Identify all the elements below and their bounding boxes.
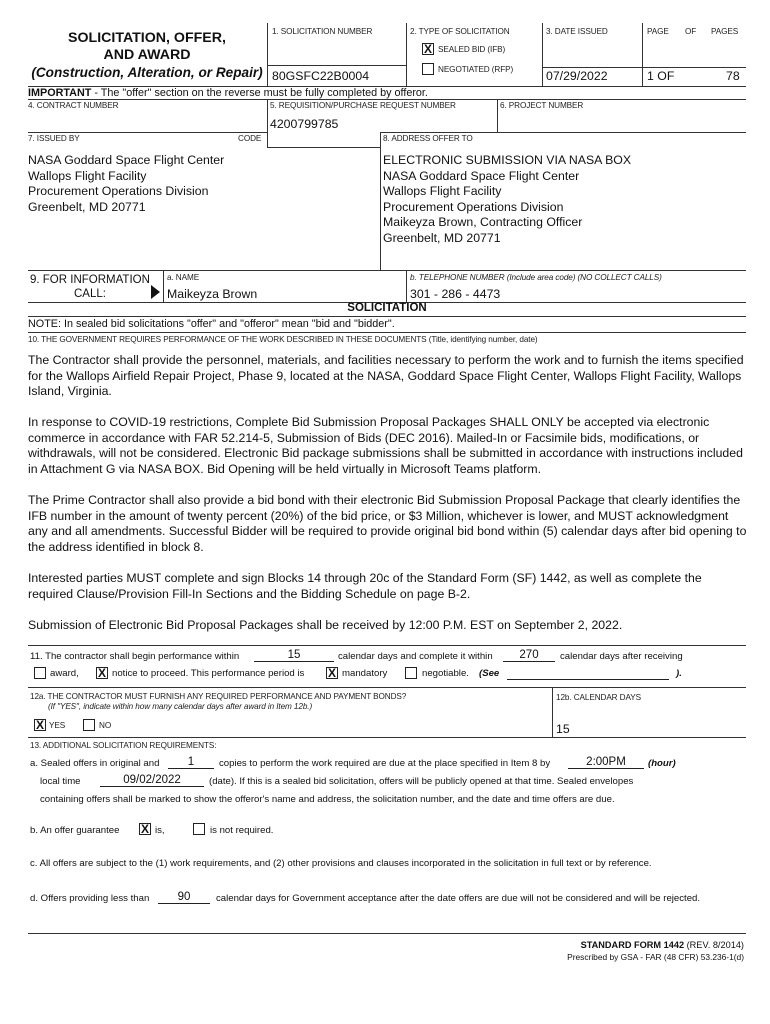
prescribed-by: Prescribed by GSA - FAR (48 CFR) 53.236-1(d) [567, 952, 744, 962]
due-date-field[interactable]: 09/02/2022 [100, 774, 204, 787]
item13a-text2: copies to perform the work required are due at the place specified in Item 8 by [219, 758, 551, 769]
see-label: (See [479, 668, 500, 679]
issued-by-line: Greenbelt, MD 20771 [28, 199, 146, 214]
form-title [28, 30, 266, 81]
for-information-line2: CALL: [74, 288, 106, 300]
item13a-text4: (date). If this is a sealed bid solicitation, offers will be publicly opened at that time. Sealed envelopes [209, 776, 634, 787]
issued-by-address [28, 153, 224, 215]
bonds-no-checkbox[interactable] [83, 719, 95, 731]
address-offer-line: Wallops Flight Facility [383, 184, 502, 199]
calendar-days-value[interactable]: 15 [556, 722, 570, 736]
address-offer-address [383, 153, 631, 247]
award-label: award, [50, 668, 79, 679]
notice-to-proceed-checkbox[interactable]: X [97, 666, 106, 680]
date-issued-label: 3. DATE ISSUED [546, 27, 608, 36]
guarantee-not-required-label: is not required. [210, 825, 274, 836]
pointer-arrow-icon [151, 285, 160, 299]
award-checkbox[interactable] [34, 667, 46, 679]
pages-value[interactable]: 78 [726, 69, 740, 83]
form-identifier [581, 940, 744, 950]
hour-label: (hour) [648, 758, 676, 769]
solicitation-number-label: 1. SOLICITATION NUMBER [272, 27, 373, 36]
see-reference-field[interactable] [507, 667, 669, 680]
item13a-text3: local time [40, 776, 81, 787]
contact-name-label: a. NAME [167, 273, 200, 282]
work-description-paragraph: The Contractor shall provide the personnel, materials, and facilities necessary to perform the work and to furnish the items specified for the Wallops Airfield Repair Project, Phase 9, located at the NASA, Goddard Space Flight Center, Wallops Flight Facility, Wallops Island, Virginia. [28, 353, 744, 399]
form-title-line1: SOLICITATION, OFFER, [68, 30, 226, 46]
deadline-paragraph: Submission of Electronic Bid Proposal Packages shall be received by 12:00 P.M. EST on September 2, 2022. [28, 618, 623, 632]
form-revision: (REV. 8/2014) [684, 940, 744, 950]
code-label: CODE [238, 134, 262, 143]
bonds-no-label: NO [99, 721, 112, 730]
sealed-bid-label: SEALED BID (IFB) [438, 45, 506, 54]
item11-text2: calendar days and complete it within [338, 651, 493, 662]
complete-days-field[interactable]: 270 [503, 649, 555, 662]
bonds-yes-label: YES [49, 721, 66, 730]
see-end: ). [676, 668, 682, 679]
item11-text1: 11. The contractor shall begin performance within [30, 651, 240, 662]
of-label: OF [685, 27, 697, 36]
telephone-value[interactable]: 301 - 286 - 4473 [410, 287, 501, 301]
solicitation-heading: SOLICITATION [347, 302, 427, 314]
notice-to-proceed-label: notice to proceed. This performance period is [112, 668, 305, 679]
sealed-bid-note: NOTE: In sealed bid solicitations "offer" and "offeror" mean "bid and "bidder". [28, 318, 395, 330]
issued-by-label: 7. ISSUED BY [28, 134, 80, 143]
page-label: PAGE [647, 27, 669, 36]
bonds-yes-checkbox[interactable]: X [35, 718, 44, 732]
negotiable-label: negotiable. [422, 668, 469, 679]
for-information-label [30, 273, 150, 301]
issued-by-line: Procurement Operations Division [28, 184, 209, 199]
address-offer-line: Maikeyza Brown, Contracting Officer [383, 215, 583, 230]
item12b-label: 12b. CALENDAR DAYS [556, 693, 641, 702]
address-offer-line: NASA Goddard Space Flight Center [383, 168, 580, 183]
issued-by-line: NASA Goddard Space Flight Center [28, 153, 225, 167]
contact-name-value[interactable]: Maikeyza Brown [167, 287, 258, 301]
form-title-line3: (Construction, Alteration, or Repair) [31, 65, 263, 80]
item11-text3: calendar days after receiving [560, 651, 683, 662]
item13-label: 13. ADDITIONAL SOLICITATION REQUIREMENTS: [30, 741, 217, 750]
guarantee-is-checkbox[interactable]: X [140, 822, 149, 836]
contract-number-label: 4. CONTRACT NUMBER [28, 101, 119, 110]
address-offer-label: 8. ADDRESS OFFER TO [383, 134, 473, 143]
start-days-field[interactable]: 15 [254, 649, 334, 662]
issued-by-line: Wallops Flight Facility [28, 168, 147, 183]
item13a-text1: a. Sealed offers in original and [30, 758, 160, 769]
address-offer-line: Greenbelt, MD 20771 [383, 230, 501, 245]
sealed-bid-checkbox[interactable]: X [423, 42, 432, 56]
important-text: - The "offer" section on the reverse must be fully completed by offeror. [91, 87, 428, 99]
item12a-subtext: (If "YES", indicate within how many calendar days after award in Item 12b.) [48, 702, 313, 711]
requisition-number-label: 5. REQUISITION/PURCHASE REQUEST NUMBER [270, 101, 456, 110]
guarantee-not-required-checkbox[interactable] [193, 823, 205, 835]
form-title-line2: AND AWARD [103, 47, 191, 63]
address-offer-line: Procurement Operations Division [383, 199, 564, 214]
address-offer-line: ELECTRONIC SUBMISSION VIA NASA BOX [383, 153, 632, 167]
solicitation-type-label: 2. TYPE OF SOLICITATION [410, 27, 510, 36]
important-notice [28, 87, 428, 99]
form-number: STANDARD FORM 1442 [580, 940, 685, 950]
covid-submission-paragraph: In response to COVID-19 restrictions, Complete Bid Submission Proposal Packages SHALL ONLY be accepted via electronic commerce in accordance with FAR 52.214-5, Submission of Bids (DEC 2016). Mailed-In or Facsimile bids, modifications, or withdrawals, will not be considered. Electronic Bid package submissions shall be submitted in accordance with instructions included in Attachment G via NASA BOX. Bid Opening will be held virtually in Microsoft Teams platform. [28, 415, 743, 476]
item10-label: 10. THE GOVERNMENT REQUIRES PERFORMANCE OF THE WORK DESCRIBED IN THESE DOCUMENTS (Title, identifying number, date) [28, 335, 538, 344]
acceptance-days-field[interactable]: 90 [158, 891, 210, 904]
solicitation-number-value[interactable]: 80GSFC22B0004 [272, 69, 370, 83]
item12a-label: 12a. THE CONTRACTOR MUST FURNISH ANY REQUIRED PERFORMANCE AND PAYMENT BONDS? [30, 692, 407, 701]
item13d-text1: d. Offers providing less than [30, 893, 150, 904]
guarantee-is-label: is, [155, 825, 165, 836]
for-information-line1: 9. FOR INFORMATION [30, 274, 150, 286]
due-hour-field[interactable]: 2:00PM [568, 756, 644, 769]
important-bold: IMPORTANT [28, 87, 92, 99]
item13d-text2: calendar days for Government acceptance after the date offers are due will not be considered and will be rejected. [216, 893, 701, 904]
telephone-label: b. TELEPHONE NUMBER (Include area code) (NO COLLECT CALLS) [410, 273, 662, 282]
negotiable-checkbox[interactable] [405, 667, 417, 679]
negotiated-checkbox[interactable] [422, 63, 434, 75]
date-issued-value[interactable]: 07/29/2022 [546, 69, 608, 83]
bid-bond-paragraph: The Prime Contractor shall also provide a bid bond with their electronic Bid Submission Proposal Package that clearly identifies the IFB number in the amount of twenty percent (20%) of the bid price, or $3 Million, whichever is lower, and MUST acknowledgment any and all amendments. Successful Bidder will be required to provide original bid bond within (5) calendar days after bid opening to the address identified in block 8. [28, 493, 747, 554]
item13c-text: c. All offers are subject to the (1) work requirements, and (2) other provisions and clauses incorporated in the solicitation in full text or by reference. [30, 858, 652, 869]
mandatory-checkbox[interactable]: X [327, 666, 336, 680]
blocks-paragraph: Interested parties MUST complete and sign Blocks 14 through 20c of the Standard Form (SF) 1442, as well as complete the required Clause/Provision Fill-In Sections and the Bidding Schedule on page B-2. [28, 571, 702, 601]
mandatory-label: mandatory [342, 668, 388, 679]
project-number-label: 6. PROJECT NUMBER [500, 101, 584, 110]
item13b-text1: b. An offer guarantee [30, 825, 120, 836]
copies-field[interactable]: 1 [168, 756, 214, 769]
requisition-number-value[interactable]: 4200799785 [270, 117, 339, 131]
pages-label: PAGES [711, 27, 739, 36]
item13a-text5: containing offers shall be marked to show the offeror's name and address, the solicitation number, and the date and time offers are due. [40, 794, 615, 805]
page-value[interactable]: 1 OF [647, 69, 675, 83]
negotiated-label: NEGOTIATED (RFP) [438, 65, 514, 74]
